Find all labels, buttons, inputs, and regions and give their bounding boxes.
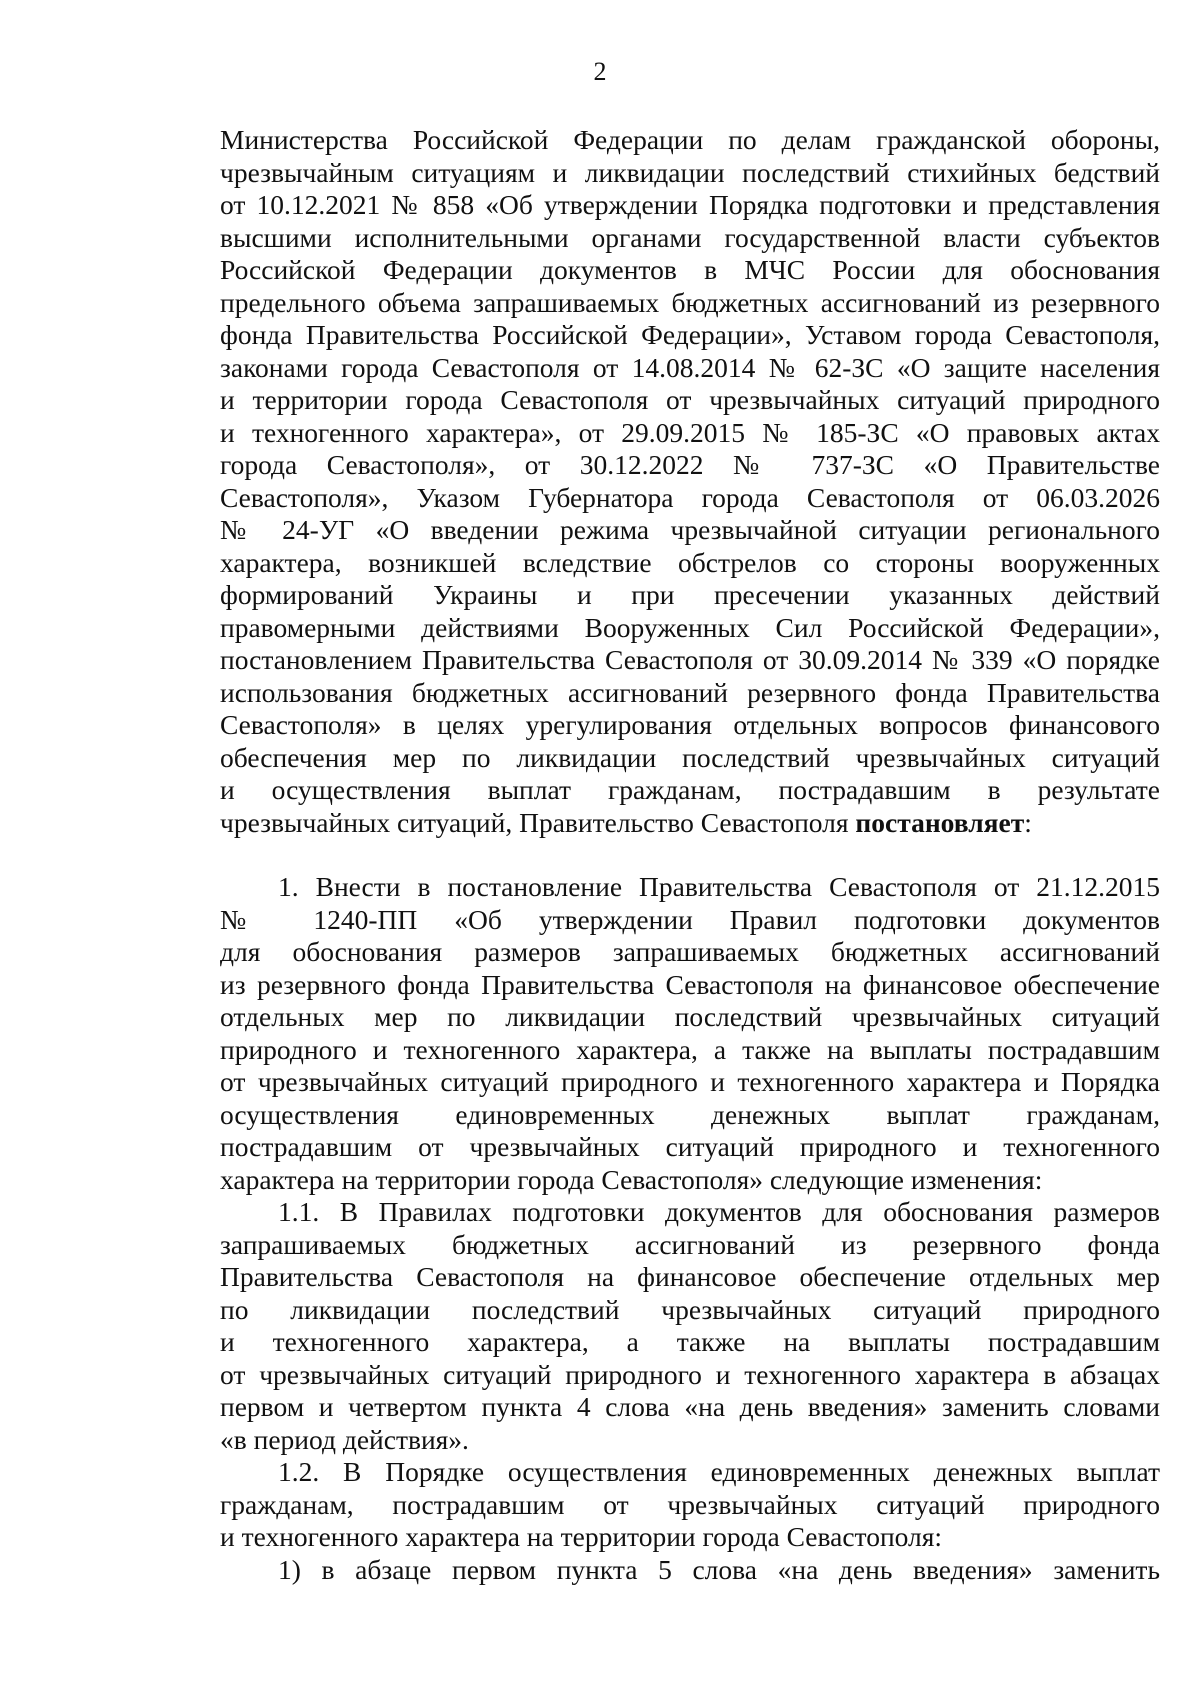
text-line: и техногенного характера», от 29.09.2015 № 185-ЗС «О правовых актах	[220, 416, 1160, 448]
text-line: от чрезвычайных ситуаций природного и техногенного характера и Порядка	[220, 1066, 1160, 1097]
text-line: от чрезвычайных ситуаций природного и техногенного характера в абзацах	[220, 1358, 1160, 1390]
text-line: Российской Федерации документов в МЧС России для обоснования	[220, 254, 1160, 285]
text-line: отдельных мер по ликвидации последствий чрезвычайных ситуаций	[220, 1001, 1160, 1032]
resolution-suffix: :	[1024, 806, 1032, 838]
item-1-1-paragraph	[220, 1196, 1160, 1456]
text-line: Севастополя» в целях урегулирования отдельных вопросов финансового	[220, 709, 1160, 740]
text-line-resolution	[220, 807, 1160, 840]
text-line: законами города Севастополя от 14.08.2014 № 62-ЗС «О защите населения	[220, 351, 1160, 383]
text-line: Правительства Севастополя на финансовое обеспечение отдельных мер	[220, 1261, 1160, 1292]
text-line: осуществления единовременных денежных выплат гражданам,	[220, 1098, 1160, 1130]
text-line: от 10.12.2021 № 858 «Об утверждении Порядка подготовки и представления	[220, 189, 1160, 220]
text-line: постановлением Правительства Севастополя от 30.09.2014 № 339 «О порядке	[220, 644, 1160, 675]
resolution-keyword: постановляет	[855, 806, 1025, 838]
text-line: характера, возникшей вследствие обстрелов со стороны вооруженных	[220, 546, 1160, 578]
text-line: высшими исполнительными органами государственной власти субъектов	[220, 221, 1160, 253]
text-line: и техногенного характера на территории города Севастополя:	[220, 1521, 943, 1552]
document-body	[220, 124, 1160, 1586]
item-1-2-paragraph	[220, 1456, 1160, 1554]
text-line: 1) в абзаце первом пункта 5 слова «на день введения» заменить	[278, 1553, 1160, 1585]
text-line: и осуществления выплат гражданам, пострадавшим в результате	[220, 774, 1160, 805]
text-line: первом и четвертом пункта 4 слова «на день введения» заменить словами	[220, 1391, 1160, 1422]
item-1-2-1-paragraph	[220, 1554, 1160, 1587]
text-line: Севастополя», Указом Губернатора города Севастополя от 06.03.2026	[220, 481, 1160, 513]
text-line: 1. Внести в постановление Правительства Севастополя от 21.12.2015	[278, 871, 1160, 902]
page-number: 2	[593, 57, 607, 86]
text-line: № 24-УГ «О введении режима чрезвычайной ситуации регионального	[220, 514, 1160, 545]
text-line: по ликвидации последствий чрезвычайных ситуаций природного	[220, 1293, 1160, 1325]
text-line: № 1240-ПП «Об утверждении Правил подготовки документов	[220, 903, 1160, 935]
text-line: и техногенного характера, а также на выплаты пострадавшим	[220, 1326, 1160, 1357]
paragraph-gap	[220, 839, 1160, 871]
text-line: Министерства Российской Федерации по делам гражданской обороны,	[220, 124, 1160, 155]
text-line: использования бюджетных ассигнований резервного фонда Правительства	[220, 676, 1160, 708]
resolution-prefix: чрезвычайных ситуаций, Правительство Севастополя	[220, 806, 856, 838]
text-line: запрашиваемых бюджетных ассигнований из резервного фонда	[220, 1228, 1160, 1260]
text-line: города Севастополя», от 30.12.2022 № 737-ЗС «О Правительстве	[220, 449, 1160, 480]
text-line: чрезвычайным ситуациям и ликвидации последствий стихийных бедствий	[220, 156, 1160, 188]
text-line: 1.1. В Правилах подготовки документов для обоснования размеров	[278, 1196, 1160, 1227]
text-line: 1.2. В Порядке осуществления единовременных денежных выплат	[278, 1456, 1160, 1487]
text-line: фонда Правительства Российской Федерации», Уставом города Севастополя,	[220, 319, 1160, 350]
text-line: обеспечения мер по ликвидации последствий чрезвычайных ситуаций	[220, 741, 1160, 773]
text-line: из резервного фонда Правительства Севастополя на финансовое обеспечение	[220, 968, 1160, 1000]
text-line: гражданам, пострадавшим от чрезвычайных ситуаций природного	[220, 1488, 1160, 1520]
text-line: для обоснования размеров запрашиваемых бюджетных ассигнований	[220, 936, 1160, 967]
text-line: и территории города Севастополя от чрезвычайных ситуаций природного	[220, 384, 1160, 415]
text-line: природного и техногенного характера, а также на выплаты пострадавшим	[220, 1033, 1160, 1065]
item-1-paragraph	[220, 871, 1160, 1196]
text-line: предельного объема запрашиваемых бюджетных ассигнований из резервного	[220, 286, 1160, 318]
text-line: формирований Украины и при пресечении указанных действий	[220, 579, 1160, 610]
text-line: характера на территории города Севастополя» следующие изменения:	[220, 1163, 1043, 1195]
text-line: пострадавшим от чрезвычайных ситуаций природного и техногенного	[220, 1131, 1160, 1162]
text-line: «в период действия».	[220, 1423, 469, 1455]
preamble-paragraph	[220, 124, 1160, 839]
text-line: правомерными действиями Вооруженных Сил Российской Федерации»,	[220, 611, 1160, 643]
